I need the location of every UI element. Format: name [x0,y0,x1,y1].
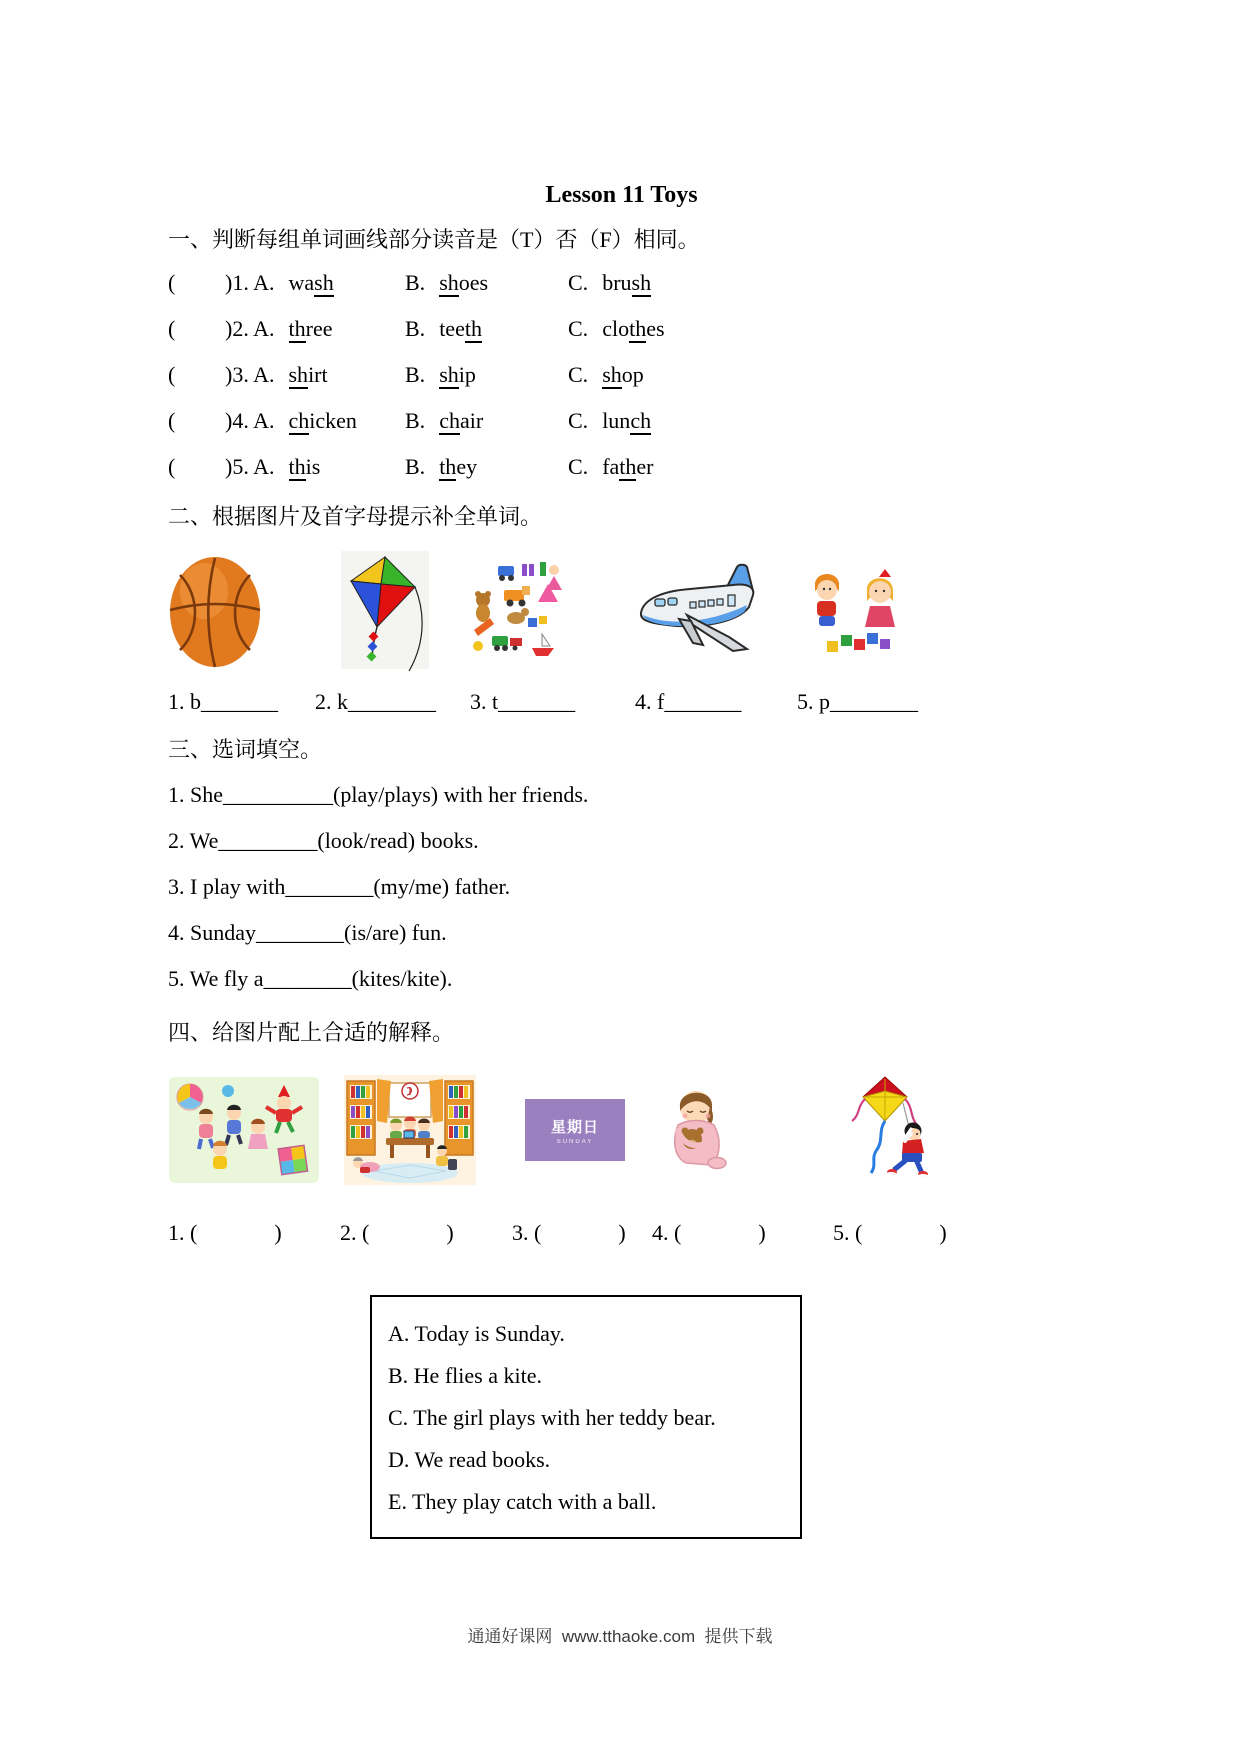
kite-boy-image [833,1069,1075,1191]
phonics-row-4 [168,398,1075,444]
word-blank-2: 2. k________ [315,689,436,714]
item-c: C. clothes [568,316,665,341]
word-b: shoes [439,270,489,295]
site-footer: 通通好课网 www.tthaoke.com 提供下载 [467,1627,773,1646]
kite-image [315,543,470,681]
item-a: )4. A. chicken [225,408,357,433]
answer-paren: ( [168,362,176,387]
word-c: lunch [602,408,652,433]
word-blank-5: 5. p________ [797,689,918,714]
ball-game-image [168,1069,340,1191]
word-a: wash [288,270,334,295]
section4-heading: 四、给图片配上合适的解释。 [168,1020,455,1045]
sunday-sign-subtext: SUNDAY [556,1138,594,1145]
item-a: )3. A. shirt [225,362,328,387]
option-a: A. Today is Sunday. [388,1321,565,1346]
section4-image-row [168,1069,1075,1191]
options-box [370,1295,802,1539]
option-e: E. They play catch with a ball. [388,1489,657,1514]
option-c: C. The girl plays with her teddy bear. [388,1405,716,1430]
word-c: clothes [602,316,665,341]
basketball-image [168,543,315,681]
match-blank-5: 5. ( ) [833,1220,947,1245]
answer-paren: ( [168,270,176,295]
sunday-sign-card [525,1099,625,1161]
item-c: C. father [568,454,654,479]
fill-sentence-1: 1. She__________(play/plays) with her friends. [168,782,589,807]
phonics-row-3 [168,352,1075,398]
word-a: this [288,454,321,479]
fill-sentence-2: 2. We_________(look/read) books. [168,828,479,853]
word-b: chair [439,408,484,433]
sunday-sign-text: 星期日 [550,1118,599,1136]
word-blank-1: 1. b_______ [168,689,278,714]
fill-sentence-3: 3. I play with________(my/me) father. [168,874,511,899]
section1-heading: 一、判断每组单词画线部分读音是（T）否（F）相同。 [168,227,700,252]
word-a: shirt [288,362,328,387]
answer-paren: ( [168,454,176,479]
baby-teddy-image [652,1069,833,1191]
word-c: brush [602,270,652,295]
answer-paren: ( [168,316,176,341]
children-playing-image [797,543,1075,681]
match-blank-4: 4. ( ) [652,1220,766,1245]
page-title: Lesson 11 Toys [545,182,698,208]
word-c: father [602,454,654,479]
match-blank-3: 3. ( ) [512,1220,626,1245]
library-image [340,1069,512,1191]
phonics-row-5 [168,444,1075,490]
word-a: three [288,316,333,341]
word-a: chicken [288,408,357,433]
word-b: they [439,454,478,479]
match-blank-1: 1. ( ) [168,1220,282,1245]
phonics-row-1 [168,260,1075,306]
section2-blank-row [168,687,1075,717]
section2-image-row [168,543,1075,681]
item-a: )2. A. three [225,316,333,341]
item-b: B. shoes [405,270,489,295]
fill-sentence-5: 5. We fly a________(kites/kite). [168,966,453,991]
word-c: shop [602,362,644,387]
word-blank-3: 3. t_______ [470,689,576,714]
item-c: C. lunch [568,408,652,433]
worksheet-content [168,182,1075,1539]
sunday-sign [512,1069,652,1191]
section2-heading: 二、根据图片及首字母提示补全单词。 [168,504,543,529]
word-blank-4: 4. f_______ [635,689,742,714]
section3-list [168,772,1075,1002]
fill-sentence-4: 4. Sunday________(is/are) fun. [168,920,447,945]
airplane-image [635,543,797,681]
answer-paren: ( [168,408,176,433]
item-b: B. they [405,454,478,479]
item-c: C. shop [568,362,644,387]
section4-answer-row [168,1219,1075,1247]
match-blank-2: 2. ( ) [340,1220,454,1245]
toy-pile-image [470,543,635,681]
item-b: B. teeth [405,316,482,341]
word-b: teeth [439,316,482,341]
option-d: D. We read books. [388,1447,551,1472]
item-a: )1. A. wash [225,270,334,295]
item-a: )5. A. this [225,454,321,479]
item-c: C. brush [568,270,652,295]
word-b: ship [439,362,476,387]
item-b: B. ship [405,362,476,387]
phonics-row-2 [168,306,1075,352]
option-b: B. He flies a kite. [388,1363,542,1388]
item-b: B. chair [405,408,484,433]
section3-heading: 三、选词填空。 [168,737,323,762]
